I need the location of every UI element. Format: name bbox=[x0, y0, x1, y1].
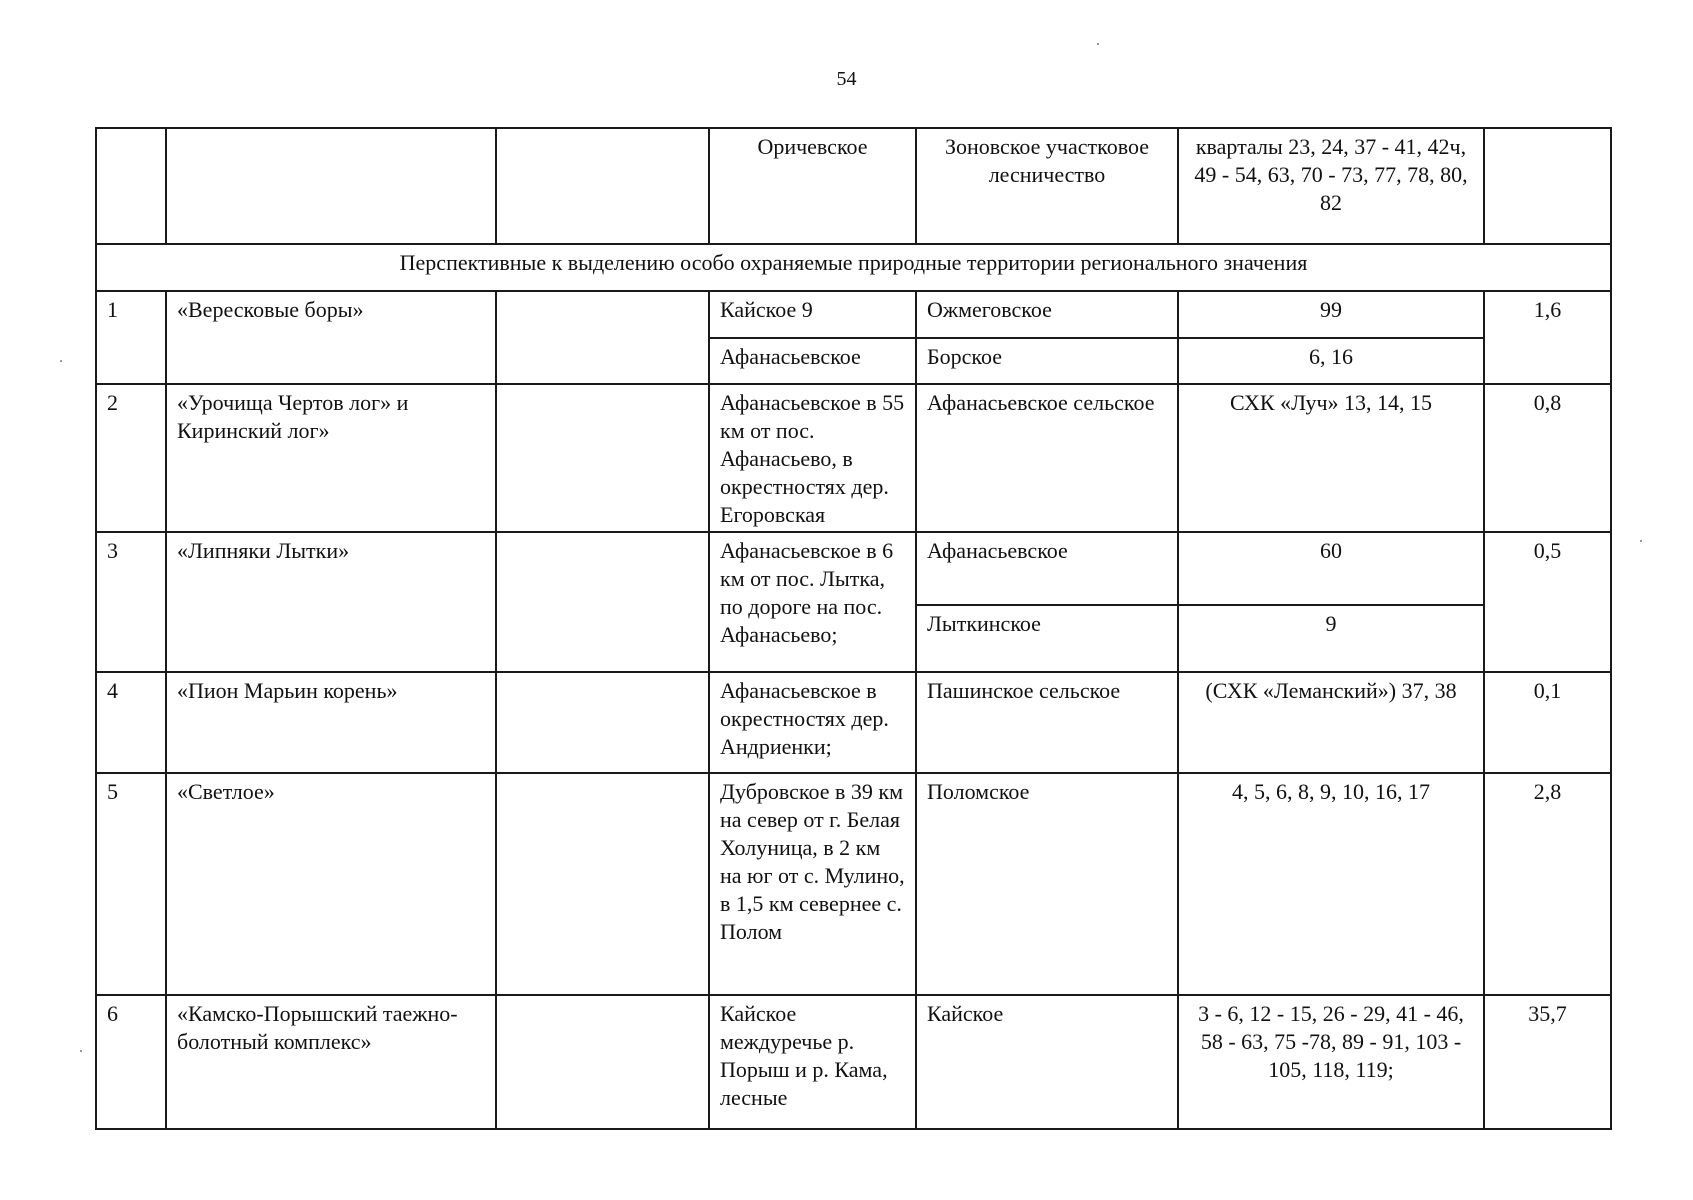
table-row bbox=[96, 291, 1611, 338]
cell-blank bbox=[496, 291, 709, 384]
cell-quarters: 9 bbox=[1178, 605, 1484, 672]
scan-speck bbox=[1640, 540, 1642, 542]
cell-name: «Вересковые боры» bbox=[166, 291, 496, 384]
cell-name: «Камско-Порышский таежно-болотный комплекс» bbox=[166, 995, 496, 1129]
cell-num: 6 bbox=[96, 995, 166, 1129]
cell-district: Афанасьевское в 55 км от пос. Афанасьево, в окрестностях дер. Егоровская bbox=[709, 384, 916, 532]
cell-num bbox=[96, 128, 166, 244]
cell-name: «Липняки Лытки» bbox=[166, 532, 496, 672]
cell-forestry: Ожмеговское bbox=[916, 291, 1178, 338]
cell-quarters: кварталы 23, 24, 37 - 41, 42ч, 49 - 54, 63, 70 - 73, 77, 78, 80, 82 bbox=[1178, 128, 1484, 244]
cell-district: Афанасьевское bbox=[709, 338, 916, 384]
table-row bbox=[96, 672, 1611, 773]
cell-blank bbox=[496, 384, 709, 532]
cell-district: Кайское 9 bbox=[709, 291, 916, 338]
cell-district: Афанасьевское в окрестностях дер. Андриенки; bbox=[709, 672, 916, 773]
cell-forestry: Борское bbox=[916, 338, 1178, 384]
page-number: 54 bbox=[836, 68, 857, 90]
section-title: Перспективные к выделению особо охраняемые природные территории регионального значения bbox=[96, 244, 1611, 291]
cell-quarters: (СХК «Леманский») 37, 38 bbox=[1178, 672, 1484, 773]
cell-quarters: 99 bbox=[1178, 291, 1484, 338]
cell-blank bbox=[496, 128, 709, 244]
cell-num: 4 bbox=[96, 672, 166, 773]
cell-blank bbox=[496, 773, 709, 995]
cell-name: «Урочища Чертов лог» и Киринский лог» bbox=[166, 384, 496, 532]
scan-speck bbox=[60, 360, 62, 362]
cell-forestry: Афанасьевское сельское bbox=[916, 384, 1178, 532]
cell-district: Афанасьевское в 6 км от пос. Лытка, по дороге на пос. Афанасьево; bbox=[709, 532, 916, 672]
table-row bbox=[96, 995, 1611, 1129]
cell-forestry: Лыткинское bbox=[916, 605, 1178, 672]
cell-forestry: Пашинское сельское bbox=[916, 672, 1178, 773]
cell-forestry: Афанасьевское bbox=[916, 532, 1178, 605]
cell-area bbox=[1484, 128, 1611, 244]
cell-blank bbox=[496, 995, 709, 1129]
cell-name: «Светлое» bbox=[166, 773, 496, 995]
section-row bbox=[96, 244, 1611, 291]
cell-num: 1 bbox=[96, 291, 166, 384]
cell-quarters: 6, 16 bbox=[1178, 338, 1484, 384]
scan-speck bbox=[80, 1050, 82, 1052]
scan-speck bbox=[1097, 43, 1099, 45]
cell-district: Дубровское в 39 км на север от г. Белая Холуница, в 2 км на юг от с. Мулино, в 1,5 км севернее с. Полом bbox=[709, 773, 916, 995]
cell-blank bbox=[496, 672, 709, 773]
table-row bbox=[96, 532, 1611, 605]
cell-num: 5 bbox=[96, 773, 166, 995]
cell-forestry: Зоновское участковое лесничество bbox=[916, 128, 1178, 244]
cell-area: 0,8 bbox=[1484, 384, 1611, 532]
protected-areas-table bbox=[95, 127, 1612, 1130]
cell-num: 3 bbox=[96, 532, 166, 672]
cell-district: Оричевское bbox=[709, 128, 916, 244]
cell-blank bbox=[496, 532, 709, 672]
table-row-continuation bbox=[96, 128, 1611, 244]
cell-quarters: 60 bbox=[1178, 532, 1484, 605]
cell-area: 35,7 bbox=[1484, 995, 1611, 1129]
cell-name bbox=[166, 128, 496, 244]
cell-forestry: Поломское bbox=[916, 773, 1178, 995]
cell-area: 0,1 bbox=[1484, 672, 1611, 773]
cell-quarters: 4, 5, 6, 8, 9, 10, 16, 17 bbox=[1178, 773, 1484, 995]
table-row bbox=[96, 384, 1611, 532]
cell-area: 0,5 bbox=[1484, 532, 1611, 672]
cell-num: 2 bbox=[96, 384, 166, 532]
cell-name: «Пион Марьин корень» bbox=[166, 672, 496, 773]
cell-quarters: СХК «Луч» 13, 14, 15 bbox=[1178, 384, 1484, 532]
cell-district: Кайское междуречье р. Порыш и р. Кама, лесные bbox=[709, 995, 916, 1129]
cell-forestry: Кайское bbox=[916, 995, 1178, 1129]
cell-area: 1,6 bbox=[1484, 291, 1611, 384]
cell-quarters: 3 - 6, 12 - 15, 26 - 29, 41 - 46, 58 - 63, 75 -78, 89 - 91, 103 - 105, 118, 119; bbox=[1178, 995, 1484, 1129]
table-row bbox=[96, 773, 1611, 995]
cell-area: 2,8 bbox=[1484, 773, 1611, 995]
